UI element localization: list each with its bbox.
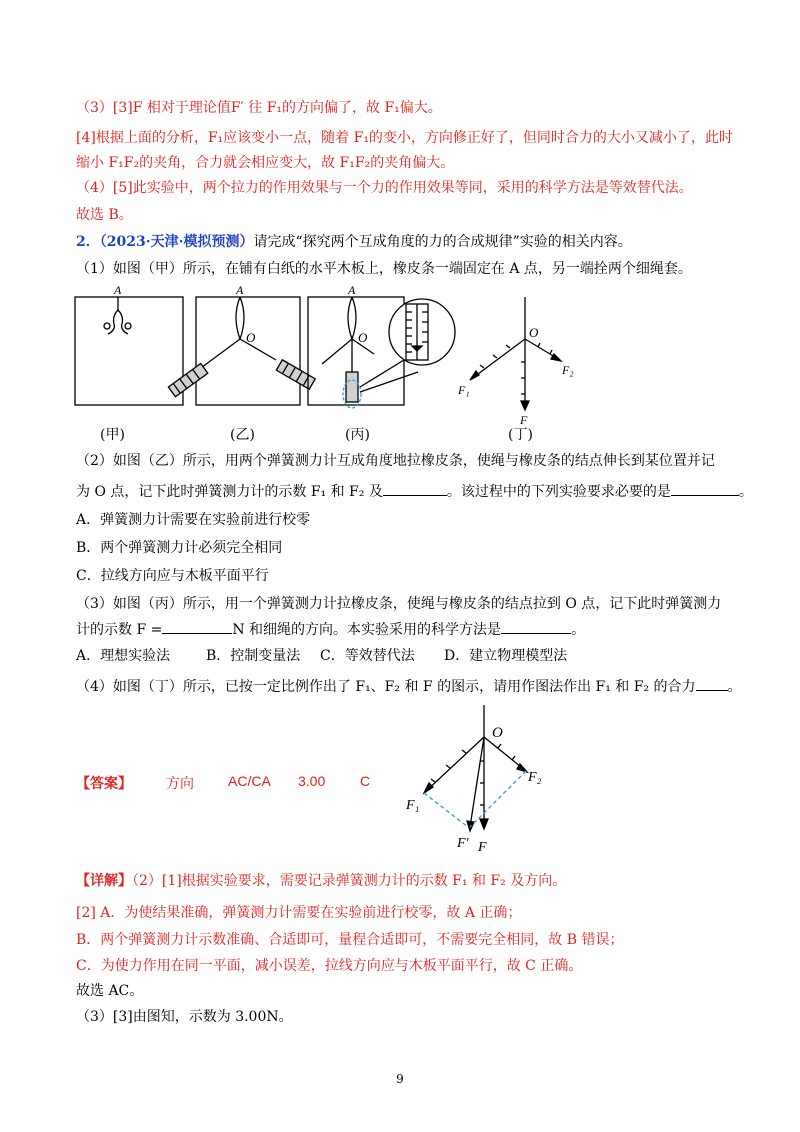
blank-2[interactable]	[671, 481, 739, 496]
explain-line-4: C．为使力作用在同一平面，减小误差，拉线方向应与木板平面平行，故 C 正确。	[76, 958, 583, 974]
ans-label-F: F	[478, 840, 487, 855]
blank-3[interactable]	[162, 619, 232, 634]
part3-text-b: N 和细绳的方向。本实验采用的科学方法是	[232, 622, 502, 638]
question-stem: 请完成“探究两个互成角度的力的合成规律”实验的相关内容。	[253, 234, 632, 250]
ans-label-O: O	[492, 725, 503, 741]
option-b: B．两个弹簧测力计必须完全相同	[76, 540, 283, 556]
explain-text-1: （2）[1]根据实验要求，需要记录弹簧测力计的示数 F₁ 和 F₂ 及方向。	[132, 873, 567, 889]
answer-figure	[400, 705, 600, 855]
fig-ding-label-F: F	[520, 413, 528, 427]
caption-yi: (乙)	[230, 427, 255, 443]
part1-text: （1）如图（甲）所示，在铺有白纸的水平木板上，橡皮条一端固定在 A 点，另一端拴两个细绳套。	[76, 261, 692, 277]
explain-line-3: B．两个弹簧测力计示数准确、合适即可，量程合适即可，不需要完全相同，故 B 错误；	[76, 932, 624, 948]
page-number: 9	[396, 1072, 404, 1086]
answer-4: C	[360, 773, 371, 789]
fig-yi-label-O: O	[246, 330, 256, 345]
caption-jia: (甲)	[100, 427, 125, 443]
fig-yi-label-A: A	[236, 283, 244, 297]
prev-explain-line-4b: 缩小 F₁F₂的夹角，合力就会相应变大，故 F₁F₂的夹角偏大。	[76, 155, 455, 171]
figure-yi	[168, 297, 315, 405]
explain-label: 【详解】	[76, 873, 132, 889]
experiment-figures	[0, 282, 800, 432]
method-option-c: C．等效替代法	[320, 648, 415, 664]
method-option-a: A．理想实验法	[76, 648, 171, 664]
question-source: （2023·天津·模拟预测）	[99, 234, 254, 250]
answer-3: 3.00	[298, 773, 326, 789]
answer-label: 【答案】	[76, 776, 132, 792]
part3-text-c: 。	[571, 622, 586, 638]
answer-2: AC/CA	[228, 773, 271, 789]
part3-line2	[76, 619, 585, 640]
explain-line-1	[76, 871, 566, 891]
part3-line1: （3）如图（丙）所示，用一个弹簧测力计拉橡皮条，使绳与橡皮条的结点拉到 O 点，记下此时弹簧测力	[76, 596, 722, 612]
part2-text-a: 为 O 点，记下此时弹簧测力计的示数 F₁ 和 F₂ 及	[76, 484, 383, 500]
part3-text-a: 计的示数 F =	[76, 622, 163, 638]
ans-label-Fprime: F′	[457, 836, 469, 851]
explain-line-5: 故选 AC。	[76, 983, 144, 999]
question-header	[76, 232, 632, 252]
figure-ding	[470, 297, 561, 410]
prev-choose-line: 故选 B。	[76, 207, 133, 223]
explain-line-2: [2] A．为使结果准确，弹簧测力计需要在实验前进行校零，故 A 正确；	[76, 905, 522, 921]
option-a: A．弹簧测力计需要在实验前进行校零	[76, 512, 311, 528]
fig-ding-label-F1: F₁	[458, 383, 470, 397]
figure-bing	[308, 297, 455, 408]
prev-explain-line-3: （3）[3]F 相对于理论值F′ 往 F₁的方向偏了，故 F₁偏大。	[76, 100, 442, 116]
option-c: C．拉线方向应与木板平面平行	[76, 568, 269, 584]
fig-bing-label-O: O	[358, 330, 368, 345]
answer-1: 方向	[166, 775, 194, 791]
part4-line	[76, 676, 742, 697]
ans-label-F2: F₂	[528, 770, 542, 785]
figure-jia	[75, 297, 183, 405]
part2-line1: （2）如图（乙）所示，用两个弹簧测力计互成角度地拉橡皮条，使绳与橡皮条的结点伸长到某位置并记	[76, 453, 715, 469]
prev-explain-line-4: [4]根据上面的分析，F₁应该变小一点，随着 F₁的变小，方向修正好了，但同时合力的大小又减小了，此时	[76, 130, 733, 146]
method-option-b: B．控制变量法	[206, 648, 301, 664]
fig-ding-label-F2: F₂	[562, 363, 574, 377]
prev-explain-line-5: （4）[5]此实验中，两个拉力的作用效果与一个力的作用效果等同，采用的科学方法是等效替代法。	[76, 180, 693, 196]
part4-text-b: 。	[727, 679, 742, 695]
part4-text-a: （4）如图（丁）所示，已按一定比例作出了 F₁、F₂ 和 F 的图示，请用作图法作出 F₁ 和 F₂ 的合力	[76, 679, 696, 695]
part2-text-c: 。	[738, 484, 753, 500]
explain-line-6: （3）[3]由图知，示数为 3.00N。	[76, 1009, 293, 1025]
blank-4[interactable]	[501, 619, 571, 634]
fig-jia-label-A: A	[114, 283, 122, 297]
ans-label-F1: F₁	[406, 798, 420, 813]
part2-line2	[76, 481, 753, 502]
part2-text-b: 。该过程中的下列实验要求必要的是	[446, 484, 671, 500]
caption-ding: (丁)	[508, 427, 533, 443]
fig-bing-label-A: A	[348, 283, 356, 297]
method-option-d: D．建立物理模型法	[444, 648, 568, 664]
fig-ding-label-O: O	[529, 325, 539, 340]
caption-bing: (丙)	[345, 427, 370, 443]
question-number: 2．	[76, 234, 100, 250]
blank-1[interactable]	[383, 481, 447, 496]
blank-5[interactable]	[696, 676, 728, 691]
